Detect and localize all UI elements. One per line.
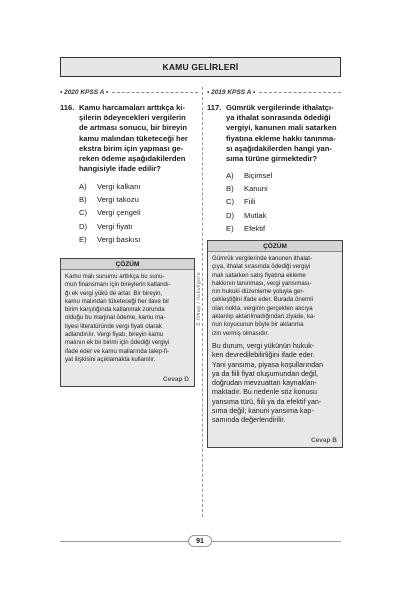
page-number: 91 — [188, 535, 212, 547]
footer — [60, 535, 341, 547]
option-d[interactable]: D) Vergi fiyatı — [79, 221, 133, 231]
question-line: vergiyi, kanunen mali satarken — [226, 123, 337, 133]
question-line: sı aşağıdakilerden hangi yan- — [226, 143, 332, 153]
question-line: şilerin ödeyecekleri vergilerin — [79, 113, 186, 123]
solution-line: Gümrük vergilerinde kanunen ithalat- — [212, 255, 312, 262]
question-line: ekstra birim için yapması ge- — [79, 143, 184, 153]
solution-line: mun finansmanı için bireylerin katlandı- — [65, 281, 171, 289]
options-left — [79, 182, 140, 248]
solution-line: ya da fiili fiyat oluşumundan değil, — [212, 369, 319, 378]
question-line: sıma türüne girmektedir? — [226, 154, 318, 164]
solution-line: izin vermiş olmasıdır. — [212, 329, 269, 337]
column-divider — [202, 87, 203, 517]
option-b[interactable]: B) Vergi takozu — [79, 195, 139, 205]
solution-line: nın hukuki düzenleme yoluyla ger- — [212, 288, 305, 296]
solution-line: kamu malından tüketeceği her ilave bir — [65, 297, 170, 305]
solution-line: samında değerlendirilir. — [212, 416, 286, 425]
solution-title-right: ÇÖZÜM — [208, 241, 342, 252]
exam-tag-right — [207, 87, 341, 97]
exam-tag-right-text: • 2019 KPSS A • — [207, 88, 256, 96]
solution-line: hakkının tanınması, vergi yansıması- — [212, 279, 312, 287]
solution-line: Kamu malı sunumu arttıkça bu sunu- — [65, 273, 165, 280]
option-c[interactable]: C) Vergi çengeli — [79, 208, 141, 218]
exam-tag-left — [60, 87, 198, 97]
question-text-left — [79, 103, 201, 174]
solution-line: malı satarken satış fiyatına ekleme — [212, 271, 306, 279]
option-d[interactable]: D) Mutlak — [226, 210, 267, 220]
dashed-rule — [112, 92, 198, 93]
question-line: kamu malından tüketeceği her — [79, 133, 188, 143]
solution-text-right-lower — [212, 342, 339, 426]
solution-line: ğı ek vergi yükü de artar. Bir bireyin, — [65, 289, 163, 297]
question-line: ya ithalat sonrasında ödediği — [226, 113, 331, 123]
question-text-right — [226, 103, 344, 164]
solution-line: birim karşılığında katlanmak zorunda — [65, 306, 165, 314]
solution-line: adlandırılır. Vergi fiyatı, bireyin kamu — [65, 331, 164, 339]
solution-box-right — [207, 240, 343, 448]
solution-line: doğrudan mevzuattan kaynaklan- — [212, 379, 317, 388]
question-number-right: 117. — [207, 103, 222, 112]
solution-line: aktarılıp aktarılmadığından ziyade, ka- — [212, 313, 316, 321]
answer-right: Cevap B — [310, 437, 337, 444]
option-e[interactable]: E) Vergi baskısı — [79, 234, 141, 244]
solution-title-left: ÇÖZÜM — [61, 259, 194, 270]
solution-line: yat ilişkisini açıklamakta kullanılır. — [65, 355, 156, 363]
question-line: Gümrük vergilerinde ithalatçı- — [226, 103, 334, 112]
solution-text-right-upper — [212, 255, 339, 338]
solution-line: yansıma türü, fiili ya da efektif yan- — [212, 397, 322, 406]
solution-line: ifade eder ve kamu mallarında talep-fi- — [65, 347, 169, 355]
exam-tag-left-text: • 2020 KPSS A • — [60, 88, 109, 96]
dashed-rule — [259, 92, 341, 93]
solution-box-left — [60, 258, 195, 387]
question-number-left: 116. — [60, 103, 75, 112]
option-c[interactable]: C) Fiili — [226, 197, 256, 207]
solution-line: malının ek bir birimi için ödediği vergiyi — [65, 339, 170, 347]
solution-line: çekleştiğini ifade eder. Burada önemli — [212, 296, 313, 304]
solution-line: ken devredilebilirliğini ifade eder. — [212, 351, 315, 360]
solution-line: olduğu bu marjinal ödeme, kamu ma- — [65, 314, 166, 322]
solution-line: Yani yansıma, piyasa koşullarından — [212, 360, 324, 369]
solution-line: sıma değil; kanuni yansıma kap- — [212, 407, 314, 416]
solution-line: Bu durum, vergi yükünün hukuk- — [212, 342, 315, 350]
solution-line: olan nokta, verginin gerçekten alıcıya — [212, 304, 313, 312]
option-e[interactable]: E) Efektif — [226, 223, 266, 233]
options-right — [226, 171, 272, 237]
option-a[interactable]: A) Vergi kalkanı — [79, 182, 141, 191]
side-brand-text: S.Ilmap / hukukgoru — [196, 272, 202, 326]
chapter-title: KAMU GELİRLERİ — [60, 57, 341, 77]
solution-text-left — [65, 273, 191, 364]
question-line: reken ödeme aşağıdakilerden — [79, 154, 186, 164]
question-line: hangisiyle ifade edilir? — [79, 164, 161, 174]
question-line: Kamu harcamaları arttıkça ki- — [79, 103, 185, 112]
option-b[interactable]: B) Kanuni — [226, 184, 268, 194]
solution-line: çıya, ithalat sırasında ödediği vergiyi — [212, 263, 311, 271]
question-line: fiyatına ekleme hakkı tanınma- — [226, 133, 336, 143]
solution-line: liyesi literatüründe vergi fiyatı olarak — [65, 322, 162, 330]
question-line: de artması sonucu, bir bireyin — [79, 123, 188, 133]
option-a[interactable]: A) Biçimsel — [226, 171, 273, 180]
solution-line: nun koyucunun böyle bir aktarıma — [212, 321, 304, 329]
solution-line: maktadır. Bu nedenle söz konusu — [212, 388, 317, 397]
answer-left: Cevap D — [162, 376, 189, 383]
